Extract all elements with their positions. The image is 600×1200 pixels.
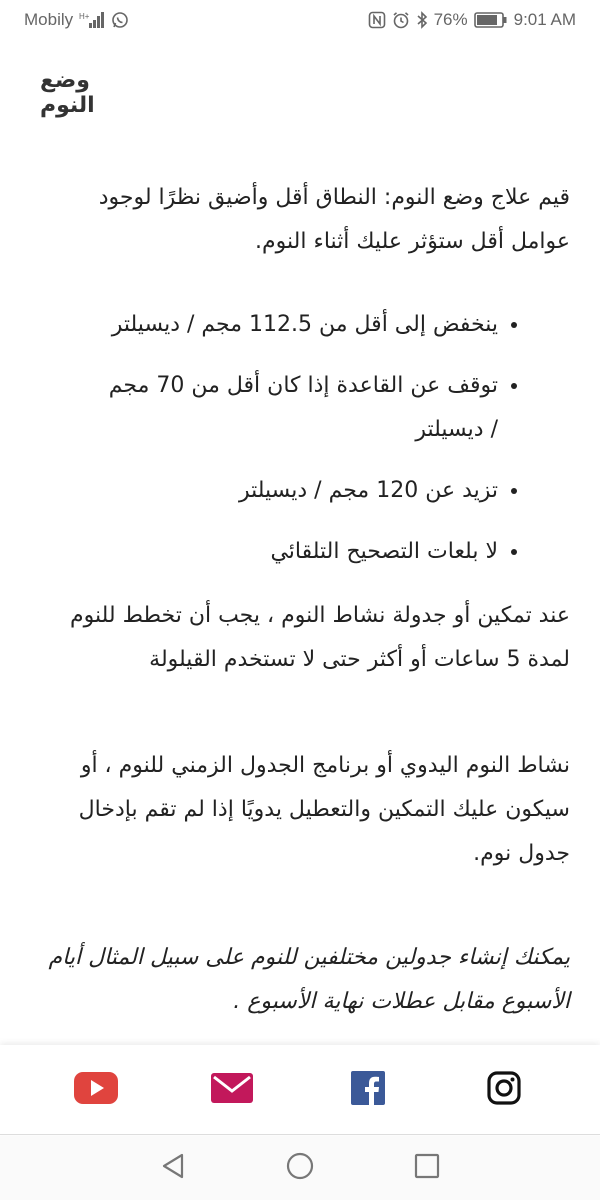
bullet-list [40,302,570,574]
instagram-icon [487,1071,521,1109]
instagram-button[interactable] [472,1058,536,1122]
mail-icon [210,1072,254,1108]
social-share-bar [0,1045,600,1135]
facebook-button[interactable] [336,1058,400,1122]
section-heading: وضع النوم [40,68,95,118]
activation-paragraph: عند تمكين أو جدولة نشاط النوم ، يجب أن تخطط للنوم لمدة 5 ساعات أو أكثر حتى لا تستخدم القيلولة [69,603,570,672]
manual-paragraph: نشاط النوم اليدوي أو برنامج الجدول الزمني للنوم ، أو سيكون عليك التمكين والتعطيل يدويًا إذا لم تقم بإدخال جدول نوم. [78,753,570,866]
two-schedules-paragraph: يمكنك إنشاء جدولين مختلفين للنوم على سبيل المثال أيام الأسبوع مقابل عطلات نهاية الأسبوع . [48,945,570,1014]
carrier-name: Mobily [24,10,74,29]
youtube-icon [73,1071,119,1109]
clock: 9:01 AM [513,10,576,29]
home-button[interactable] [276,1144,324,1192]
back-button[interactable] [149,1144,197,1192]
system-navigation-bar [0,1136,600,1200]
list-item: • لا بلعات التصحيح التلقائي [100,529,498,574]
list-item: • توقف عن القاعدة إذا كان أقل من 70 مجم / ديسيلتر [100,363,498,452]
battery-percent: 76% [433,10,468,29]
svg-text:H+: H+ [79,12,90,21]
list-item: • تزيد عن 120 مجم / ديسيلتر [100,468,498,513]
email-button[interactable] [200,1058,264,1122]
whatsapp-icon [111,11,129,29]
signal-icon [79,11,105,29]
intro-paragraph: قيم علاج وضع النوم: النطاق أقل وأضيق نظرًا لوجود عوامل أقل ستؤثر عليك أثناء النوم. [98,185,570,254]
nfc-icon [368,11,386,29]
bluetooth-icon [416,11,428,29]
recents-button[interactable] [403,1144,451,1192]
status-left [24,10,129,30]
status-right [368,10,576,30]
alarm-icon [392,11,410,29]
back-icon [160,1152,186,1184]
article-content [0,40,600,1045]
home-icon [285,1151,315,1185]
status-bar [0,0,600,40]
battery-icon [474,11,508,29]
facebook-icon [351,1071,385,1109]
youtube-button[interactable] [64,1058,128,1122]
list-item: • ينخفض إلى أقل من 112.5 مجم / ديسيلتر [100,302,498,347]
recents-icon [414,1153,440,1183]
